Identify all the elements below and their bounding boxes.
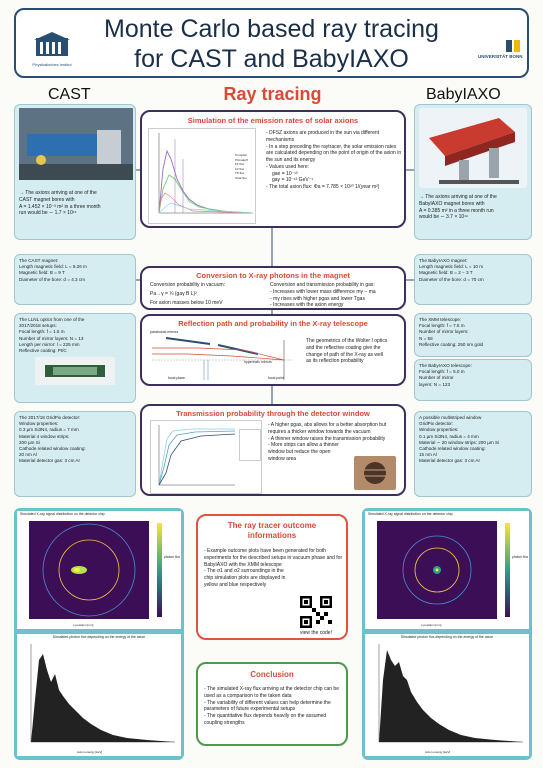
- cast-magnet-line: Diameter of the bore: d = 4.3 cm: [19, 276, 86, 282]
- cast-chip-xlabel: x-position [mm]: [73, 623, 94, 627]
- cast-spectrum-xlabel: Axion energy [keV]: [77, 750, 103, 754]
- cast-detector-line: 0.3 µm Si3N4, radius = 7 mm: [19, 427, 79, 433]
- outcome-title: The ray tracer outcome informations: [227, 521, 317, 540]
- baby-telescope-line: layers: N = 123: [419, 381, 451, 387]
- reflection-line: as its reflection probability: [306, 358, 364, 365]
- cast-intro-line: → The axions arriving at one of the: [19, 190, 97, 196]
- transmission-title: Transmission probability through the detector window: [176, 409, 370, 418]
- baby-magnet-line: Diameter of the bore: d = 70 cm: [419, 276, 484, 282]
- outcome-bullet: - Example outcome plots have been generated for both experiments for the described setups in vacuum phase and for BabyIAXO with the XMM telescope: [204, 548, 343, 568]
- baby-detector-line: GridPix detector:: [419, 421, 454, 427]
- title-line-2: for CAST and BabyIAXO: [134, 45, 409, 73]
- cast-optics-line: 2017/2018 setups:: [19, 323, 57, 329]
- outcome-bullet: - The σ1 and σ2 surroundings in the chip simulation plots are displayed in yellow and blue respectively: [204, 568, 286, 588]
- conclusion-bullet: - The quantitative flux depends heavily on the assumed coupling strengths: [204, 713, 327, 726]
- baby-detector-line: Window properties:: [419, 427, 459, 433]
- cast-detector-line: Material detector gas: 3 cm Ar: [19, 458, 81, 464]
- baby-detector-line: 15 nm Al: [419, 452, 437, 458]
- cast-optics-line: Number of mirror layers: N = 13: [19, 335, 84, 341]
- baby-detector-line: Material detector gas: 3 cm Ar: [419, 458, 481, 464]
- emission-value: gae = 10⁻¹³: [272, 170, 298, 177]
- cast-detector-line: 200 µm Si: [19, 439, 40, 445]
- baby-xmm-line: N = 58: [419, 335, 433, 341]
- baby-intro-line: would be ∼ 3.7 × 10¹⁹: [419, 214, 468, 221]
- legend-entry: Compton: [235, 153, 248, 157]
- baby-magnet-line: Length magnetic field: L = 10 m: [419, 264, 484, 270]
- baby-xmm-line: Focal length: f = 7.5 m: [419, 323, 465, 329]
- baby-intro-line: → The axions arriving at one of the: [419, 194, 497, 200]
- cast-chip-title: Simulated X-ray signal distribution on the detector chip: [20, 512, 105, 516]
- cast-detector-line: 20 nm Al: [19, 452, 37, 458]
- baby-detector-line: 0.1 µm Si3N4, radius = 4 mm: [419, 433, 479, 439]
- title-line-1: Monte Carlo based ray tracing: [104, 15, 439, 43]
- baby-detector-line: Material ∼ 20 window strips: 200 µm Si: [419, 439, 500, 445]
- baby-spectrum-title: Simulated photon flux depending on the energy of the axion: [400, 635, 494, 639]
- conclusion-bullet: - The simulated X-ray flux arriving at the detector chip can be used as a comparison to the taken data: [204, 686, 339, 699]
- cast-spectrum-title: Simulated photon flux depending on the energy of the axion: [52, 635, 146, 639]
- babyiaxo-heading: BabyIAXO: [426, 86, 501, 103]
- paraboloid-label: paraboloid mirrors: [150, 330, 179, 334]
- conversion-line: - Increases with lower mass difference mγ − ma: [270, 288, 376, 295]
- cast-intro-line: run would be ∼ 1.7 × 10¹⁶: [19, 210, 77, 217]
- baby-chip-title: Simulated X-ray signal distribution on the detector chip: [368, 512, 453, 516]
- reflection-line: change of path of the X-ray as well: [306, 351, 383, 358]
- cast-detector-line: Window properties:: [19, 421, 59, 427]
- transmission-bullet: - A thinner window raises the transmission probability: [268, 435, 386, 442]
- emission-value: gaγ = 10⁻¹² GeV⁻¹: [272, 177, 313, 184]
- legend-entry: Total flux: [235, 175, 247, 180]
- baby-chip-xlabel: x-position [mm]: [421, 623, 442, 627]
- cast-optics-line: Reflective coating: Pt/C: [19, 347, 67, 353]
- baby-detector-line: A possible multistriped window: [419, 415, 482, 420]
- conversion-line: - mγ rises with higher pgas and lower Tgas: [270, 295, 365, 302]
- baby-intro-line: BabyIAXO magnet bores with: [419, 200, 485, 207]
- conversion-line: Conversion probability in vacuum:: [150, 282, 226, 288]
- legend-entry: Primakoff: [235, 157, 248, 162]
- cast-detector-line: Material 4 window strips:: [19, 433, 70, 439]
- qr-caption: view the code!: [300, 630, 332, 636]
- conversion-line: For axion masses below 10 meV: [150, 299, 223, 306]
- hyperbolic-label: hyperbolic mirrors: [244, 360, 272, 364]
- conversion-formula: Pa→γ = ¼ (gaγ B L)²: [150, 290, 197, 297]
- reflection-title: Reflection path and probability in the X-ray telescope: [178, 319, 368, 328]
- focal-point-label: focal point: [268, 376, 284, 380]
- cast-intro-line: A = 1.452 × 10⁻³ m² in a three month: [19, 203, 101, 210]
- conversion-line: - Increases with the axion energy: [270, 302, 344, 309]
- baby-cbar-label: photon flux: [512, 555, 529, 559]
- legend-entry: LP flux: [235, 166, 245, 171]
- baby-xmm-line: The XMM telescope:: [419, 317, 462, 322]
- baby-spectrum-xlabel: Axion energy [keV]: [425, 750, 451, 754]
- transmission-bullet: - More strips can allow a thinner window but reduce the open window area: [268, 442, 339, 462]
- ray-tracing-heading: Ray tracing: [223, 84, 322, 104]
- emission-bullet: - DFSZ axions are produced in the sun via different mechanisms: [266, 130, 380, 143]
- emission-bullet: - In a step preceding the raytracer, the solar emission rates are calculated depending on the point of origin of the axion in the sun and its energy: [266, 143, 402, 163]
- baby-telescope-line: Focal length: f = 5.0 m: [419, 369, 465, 375]
- reflection-line: The geometrics of the Wolter I optics: [306, 338, 388, 344]
- cast-detector-line: The 2017/18 GridPix detector:: [19, 415, 81, 420]
- baby-telescope-line: Number of mirror: [419, 375, 454, 381]
- cast-heading: CAST: [48, 86, 91, 103]
- baby-intro-line: A = 0.385 m² in a three month run: [419, 207, 494, 214]
- cast-detector-line: Cathode related window coating:: [19, 445, 86, 451]
- transmission-bullet: - A higher pgas, abs allows for a better absorption but requires a thicker window towards the vacuum: [268, 422, 387, 435]
- cast-intro-line: CAST magnet bores with: [19, 196, 75, 203]
- emission-bullet: - Values used here:: [266, 163, 309, 170]
- conversion-title: Conversion to X-ray photons in the magnet: [196, 271, 350, 280]
- baby-telescope-line: The BabyIAXO telescope:: [419, 363, 472, 368]
- baby-xmm-line: Number of mirror layers:: [419, 329, 469, 335]
- baby-detector-line: Cathode related window coating:: [419, 445, 486, 451]
- cast-magnet-line: The CAST magnet:: [19, 258, 59, 263]
- uni-bonn-label: UNIVERSITÄT BONN: [478, 54, 523, 59]
- baby-magnet-line: The BabyIAXO magnet:: [419, 258, 468, 263]
- focal-plane-label: focal plane: [168, 376, 185, 380]
- physics-institute-label: Physikalisches Institut: [32, 62, 72, 68]
- legend-entry: TP flux: [235, 171, 245, 175]
- conclusion-bullet: - The variability of different values can help determine the parameters of future experimental setups: [204, 699, 331, 713]
- conclusion-title: Conclusion: [250, 670, 294, 679]
- cast-cbar-label: photon flux: [164, 555, 181, 559]
- cast-optics-line: Length per mirror: l = 225 mm: [19, 341, 80, 347]
- emission-title: Simulation of the emission rates of solar axions: [187, 116, 359, 125]
- cast-magnet-line: Magnetic field: B = 9 T: [19, 270, 65, 276]
- cast-optics-line: Focal length: f = 1.5 m: [19, 329, 65, 335]
- reflection-line: and the reflective coating give the: [306, 344, 381, 351]
- cast-optics-line: The LLNL optics from one of the: [19, 317, 85, 322]
- legend-entry: FF flux: [235, 162, 245, 166]
- conversion-line: Conversion and transmission probability in gas:: [270, 282, 375, 288]
- cast-magnet-line: Length magnetic field: L = 9.26 m: [19, 264, 87, 270]
- emission-value: - The total axion flux: Φa = 7.785 × 10²⁰ 1/(year m²): [266, 184, 380, 190]
- baby-magnet-line: Magnetic field: B = 2 − 3 T: [419, 270, 473, 276]
- baby-xmm-line: Reflective coating: 250 nm gold: [419, 341, 484, 347]
